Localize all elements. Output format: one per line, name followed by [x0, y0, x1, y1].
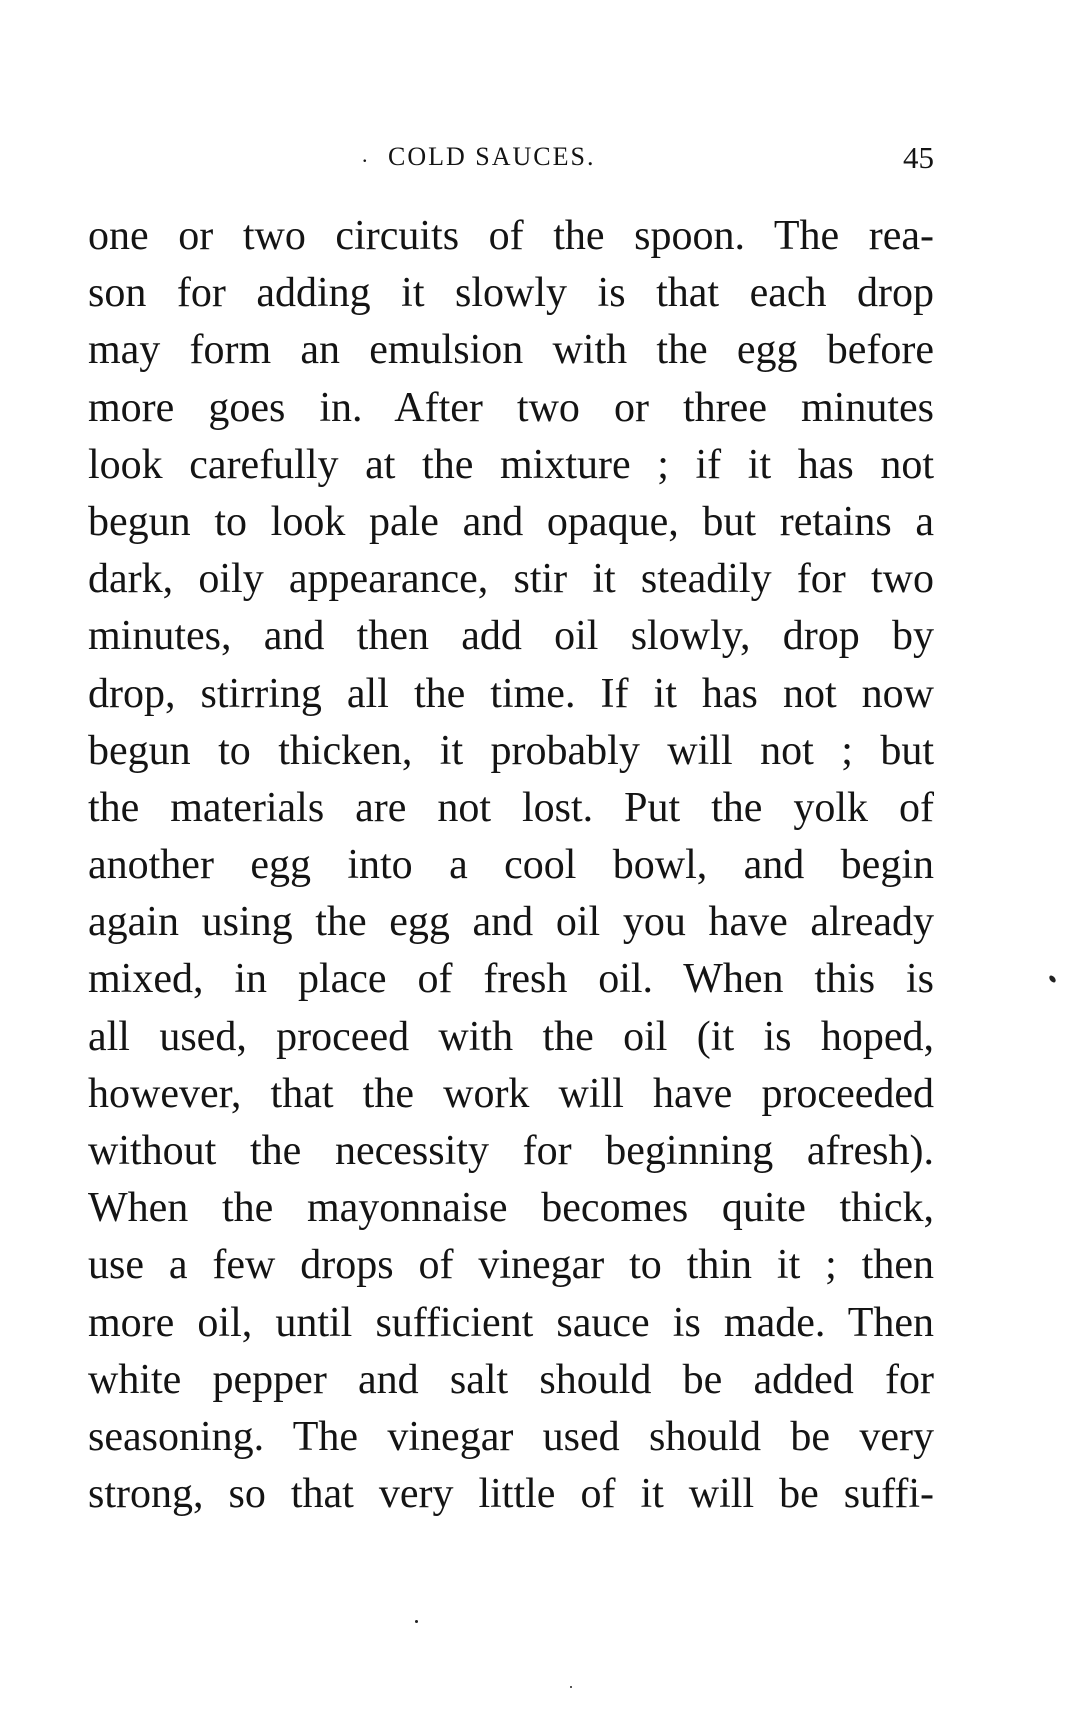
text-line: minutes, and then add oil slowly, drop by: [88, 613, 934, 660]
scan-speck: [1048, 974, 1057, 983]
text-line: drop, stirring all the time. If it has not now: [88, 670, 934, 717]
text-line: may form an emulsion with the egg before: [88, 327, 934, 374]
text-line: seasoning. The vinegar used should be very: [88, 1413, 934, 1460]
text-line: more oil, until sufficient sauce is made. Then: [88, 1299, 934, 1346]
running-head-title: COLD SAUCES.: [388, 142, 596, 171]
text-line: however, that the work will have proceeded: [88, 1070, 934, 1117]
text-line: one or two circuits of the spoon. The rea-: [88, 213, 934, 259]
scan-speck: [570, 1686, 572, 1688]
text-line: begun to look pale and opaque, but retains a: [88, 498, 934, 545]
text-line: again using the egg and oil you have already: [88, 899, 934, 946]
text-line: all used, proceed with the oil (it is hoped,: [88, 1013, 934, 1060]
body-text: [88, 208, 934, 1523]
text-line: look carefully at the mixture ; if it has not: [88, 441, 934, 488]
text-line: begun to thicken, it probably will not ; but: [88, 727, 934, 774]
text-line: the materials are not lost. Put the yolk of: [88, 784, 934, 831]
text-line: When the mayonnaise becomes quite thick,: [88, 1185, 934, 1232]
running-head-dot: .: [362, 142, 368, 167]
text-line: dark, oily appearance, stir it steadily for two: [88, 556, 934, 603]
text-line: use a few drops of vinegar to thin it ; then: [88, 1242, 934, 1289]
scan-speck: [415, 1620, 418, 1623]
page-number: 45: [903, 140, 934, 175]
text-line: strong, so that very little of it will be suffi-: [88, 1471, 934, 1518]
text-line: more goes in. After two or three minutes: [88, 384, 934, 431]
text-line: without the necessity for beginning afresh).: [88, 1128, 934, 1174]
text-line: another egg into a cool bowl, and begin: [88, 842, 934, 889]
running-head: [88, 136, 934, 176]
text-line: mixed, in place of fresh oil. When this is: [88, 956, 934, 1003]
text-line: white pepper and salt should be added for: [88, 1356, 934, 1403]
text-line: son for adding it slowly is that each drop: [88, 270, 934, 317]
